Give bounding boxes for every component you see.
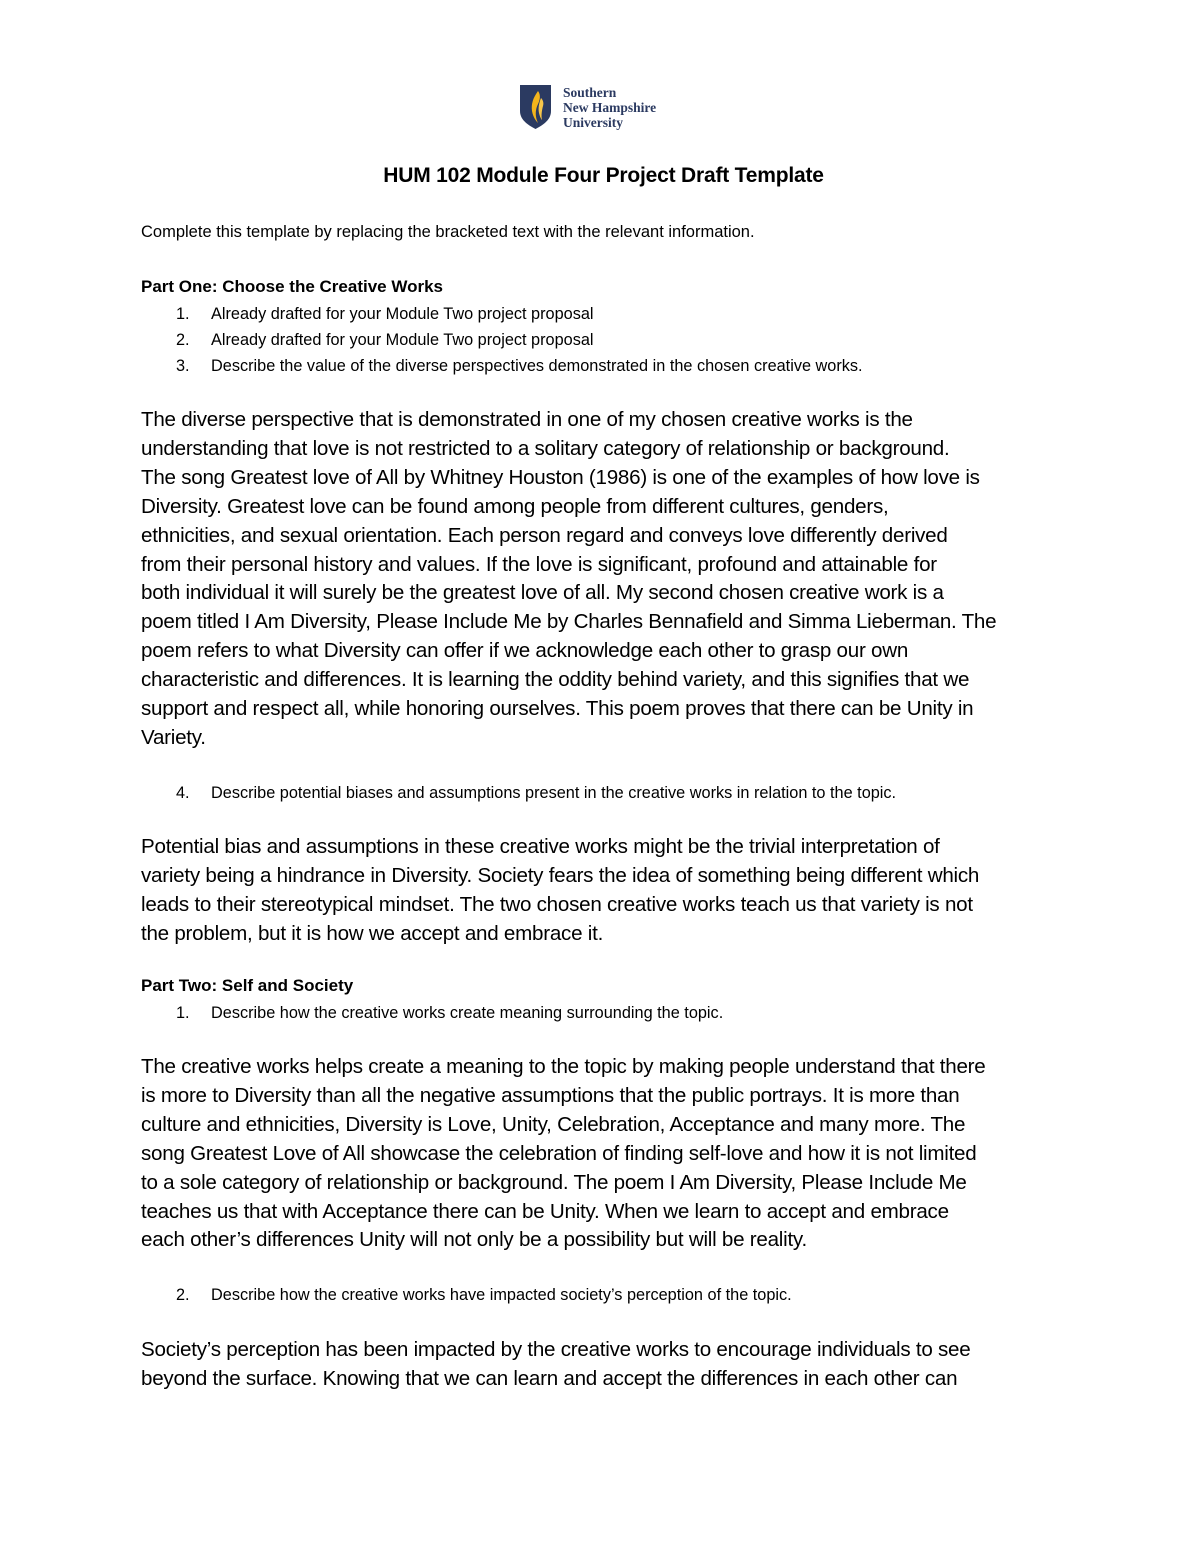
instruction-text: Complete this template by replacing the bracketed text with the relevant information. [141,223,755,241]
paragraph-line: Diversity. Greatest love can be found among people from different cultures, genders, [141,494,889,518]
paragraph-line: teaches us that with Acceptance there can be Unity. When we learn to accept and embrace [141,1199,949,1223]
list-item-number: 1. [176,305,190,323]
logo-wordmark [563,85,656,130]
answer-paragraph-3 [141,406,1066,753]
paragraph-line: each other’s differences Unity will not only be a possibility but will be reality. [141,1228,807,1252]
answer-paragraph-p2-2 [141,1336,1066,1394]
paragraph-line: beyond the surface. Knowing that we can learn and accept the differences in each other can [141,1366,958,1390]
paragraph-line: characteristic and differences. It is learning the oddity behind variety, and this signifies that we [141,668,970,692]
list-item-number: 3. [176,357,190,375]
paragraph-line: The song Greatest love of All by Whitney Houston (1986) is one of the examples of how love is [141,465,980,489]
list-item-text: Already drafted for your Module Two project proposal [211,305,594,323]
paragraph-line: poem titled I Am Diversity, Please Include Me by Charles Bennafield and Simma Lieberman. The [141,610,997,634]
part-one-heading: Part One: Choose the Creative Works [141,277,443,296]
list-item-number: 1. [176,1004,190,1022]
list-item-text: Describe how the creative works create meaning surrounding the topic. [211,1004,724,1022]
paragraph-line: culture and ethnicities, Diversity is Love, Unity, Celebration, Acceptance and many more. The [141,1112,966,1136]
paragraph-line: to a sole category of relationship or background. The poem I Am Diversity, Please Include Me [141,1170,967,1194]
paragraph-line: Variety. [141,725,206,749]
paragraph-line: both individual it will surely be the greatest love of all. My second chosen creative work is a [141,581,944,605]
document-title: HUM 102 Module Four Project Draft Template [383,164,824,187]
paragraph-line: ethnicities, and sexual orientation. Each person regard and conveys love differently derived [141,523,948,547]
paragraph-line: support and respect all, while honoring ourselves. This poem proves that there can be Unity in [141,697,974,721]
answer-paragraph-4 [141,833,1066,949]
list-item-number: 2. [176,1286,190,1304]
paragraph-line: The diverse perspective that is demonstrated in one of my chosen creative works is the [141,408,913,431]
shield-icon [519,84,552,130]
paragraph-line: poem refers to what Diversity can offer if we acknowledge each other to grasp our own [141,639,909,663]
paragraph-line: the problem, but it is how we accept and embrace it. [141,921,604,945]
part-two-heading: Part Two: Self and Society [141,976,354,995]
paragraph-line: variety being a hindrance in Diversity. Society fears the idea of something being different which [141,863,980,887]
list-item-number: 4. [176,784,190,802]
logo-line-1: Southern [563,85,617,100]
logo-line-2: New Hampshire [563,100,657,115]
paragraph-line: is more to Diversity than all the negative assumptions that the public portrays. It is more than [141,1083,960,1107]
paragraph-line: Society’s perception has been impacted by the creative works to encourage individuals to see [141,1338,971,1361]
list-item-text: Describe the value of the diverse perspectives demonstrated in the chosen creative works. [211,357,863,375]
answer-paragraph-p2-1 [141,1053,1066,1255]
list-item-number: 2. [176,331,190,349]
university-logo [519,84,689,132]
paragraph-line: The creative works helps create a meaning to the topic by making people understand that there [141,1055,986,1078]
list-item-text: Describe how the creative works have impacted society’s perception of the topic. [211,1286,792,1304]
paragraph-line: song Greatest Love of All showcase the celebration of finding self-love and how it is not limited [141,1141,977,1165]
paragraph-line: understanding that love is not restricted to a solitary category of relationship or background. [141,436,950,460]
paragraph-line: Potential bias and assumptions in these creative works might be the trivial interpretation of [141,835,940,858]
paragraph-line: from their personal history and values. If the love is significant, profound and attainable for [141,552,937,576]
list-item-text: Describe potential biases and assumptions present in the creative works in relation to the topic. [211,784,897,802]
list-item-text: Already drafted for your Module Two project proposal [211,331,594,349]
paragraph-line: leads to their stereotypical mindset. The two chosen creative works teach us that variety is not [141,892,973,916]
logo-line-3: University [563,115,623,130]
